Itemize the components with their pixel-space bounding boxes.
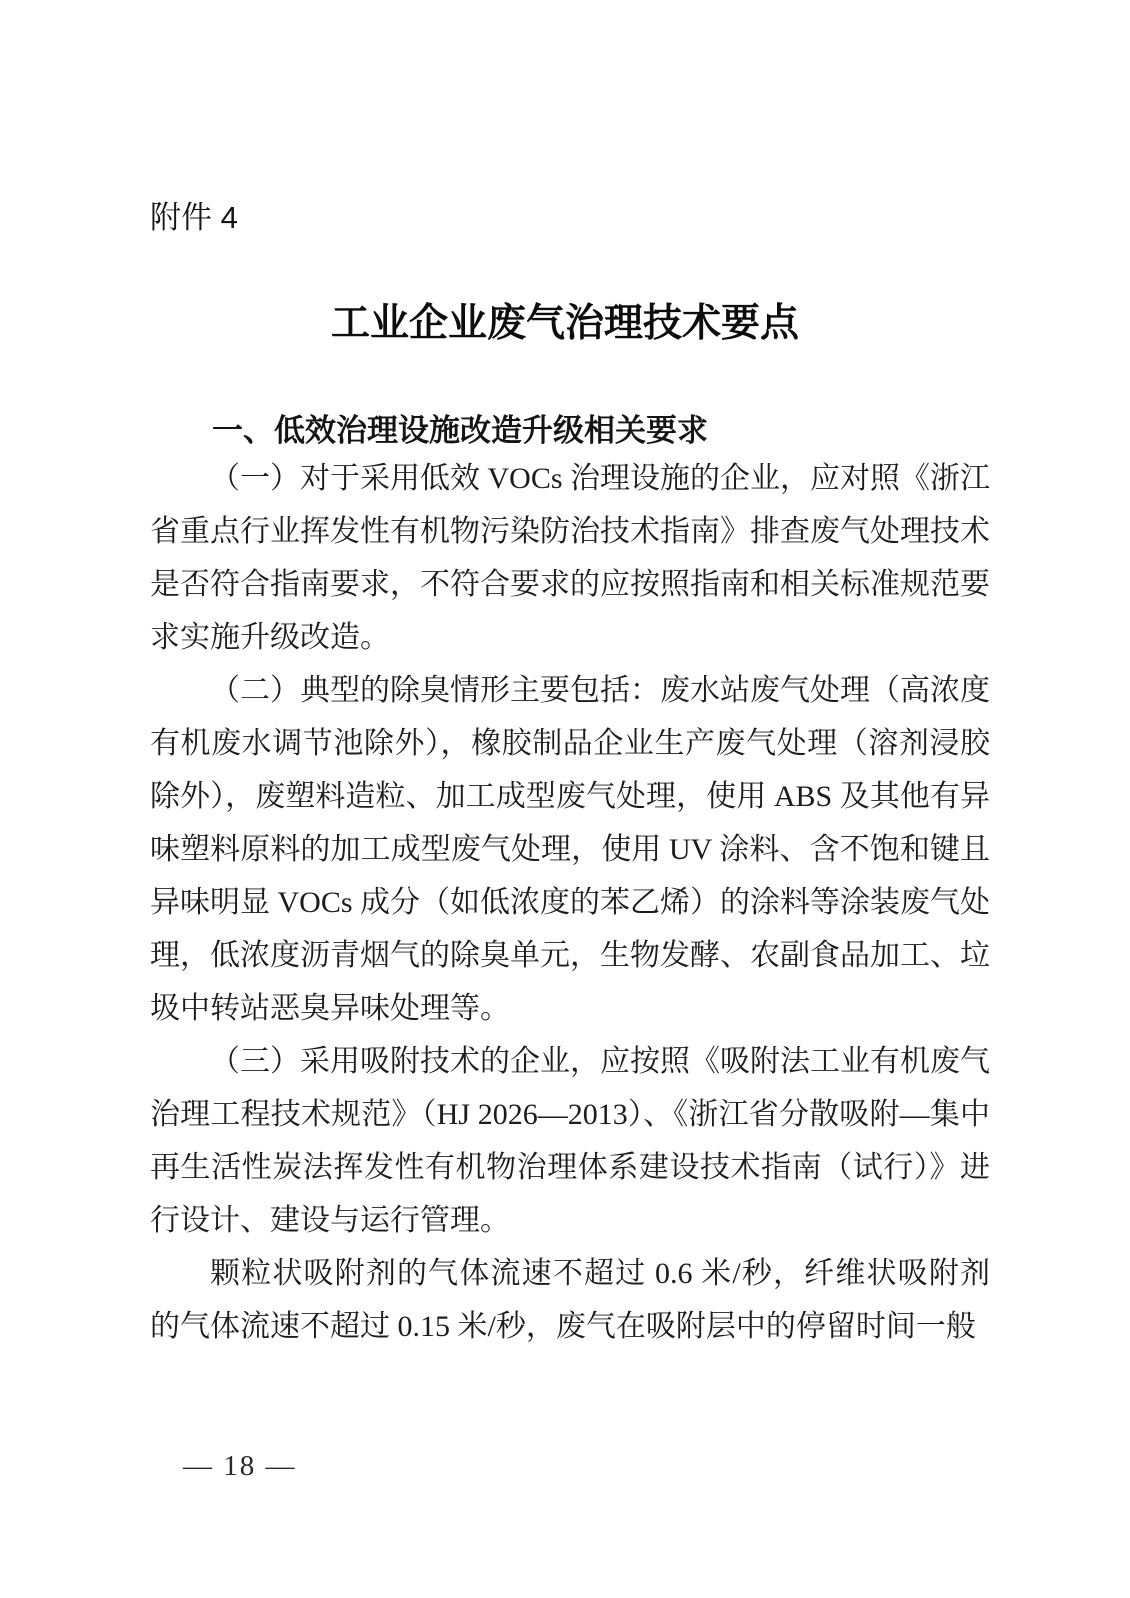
paragraph-4: 颗粒状吸附剂的气体流速不超过 0.6 米/秒，纤维状吸附剂的气体流速不超过 0.15 米/秒，废气在吸附层中的停留时间一般 — [150, 1257, 990, 1343]
page-number: — 18 — — [183, 1450, 297, 1482]
paragraph-1: （一）对于采用低效 VOCs 治理设施的企业，应对照《浙江省重点行业挥发性有机物污染防治技术指南》排查废气处理技术是否符合指南要求，不符合要求的应按照指南和相关标准规范要求实施升级改造。 — [150, 462, 991, 654]
paragraph-3: （三）采用吸附技术的企业，应按照《吸附法工业有机废气治理工程技术规范》（HJ 2026—2013）、《浙江省分散吸附—集中再生活性炭法挥发性有机物治理体系建设技术指南（试行）》进行设计、建设与运行管理。 — [150, 1045, 990, 1237]
paragraph-2: （二）典型的除臭情形主要包括：废水站废气处理（高浓度有机废水调节池除外），橡胶制品企业生产废气处理（溶剂浸胶除外），废塑料造粒、加工成型废气处理，使用 ABS 及其他有异味塑料原料的加工成型废气处理，使用 UV 涂料、含不饱和键且异味明显 VOCs 成分（如低浓度的苯乙烯）的涂料等涂装废气处理，低浓度沥青烟气的除臭单元，生物发酵、农副食品加工、垃圾中转站恶臭异味处理等。 — [150, 674, 991, 1025]
attachment-label: 附件 4 — [150, 200, 238, 235]
body-text — [150, 452, 990, 1353]
document-title: 工业企业废气治理技术要点 — [330, 302, 799, 345]
section-heading: 一、低效治理设施改造升级相关要求 — [212, 413, 708, 448]
